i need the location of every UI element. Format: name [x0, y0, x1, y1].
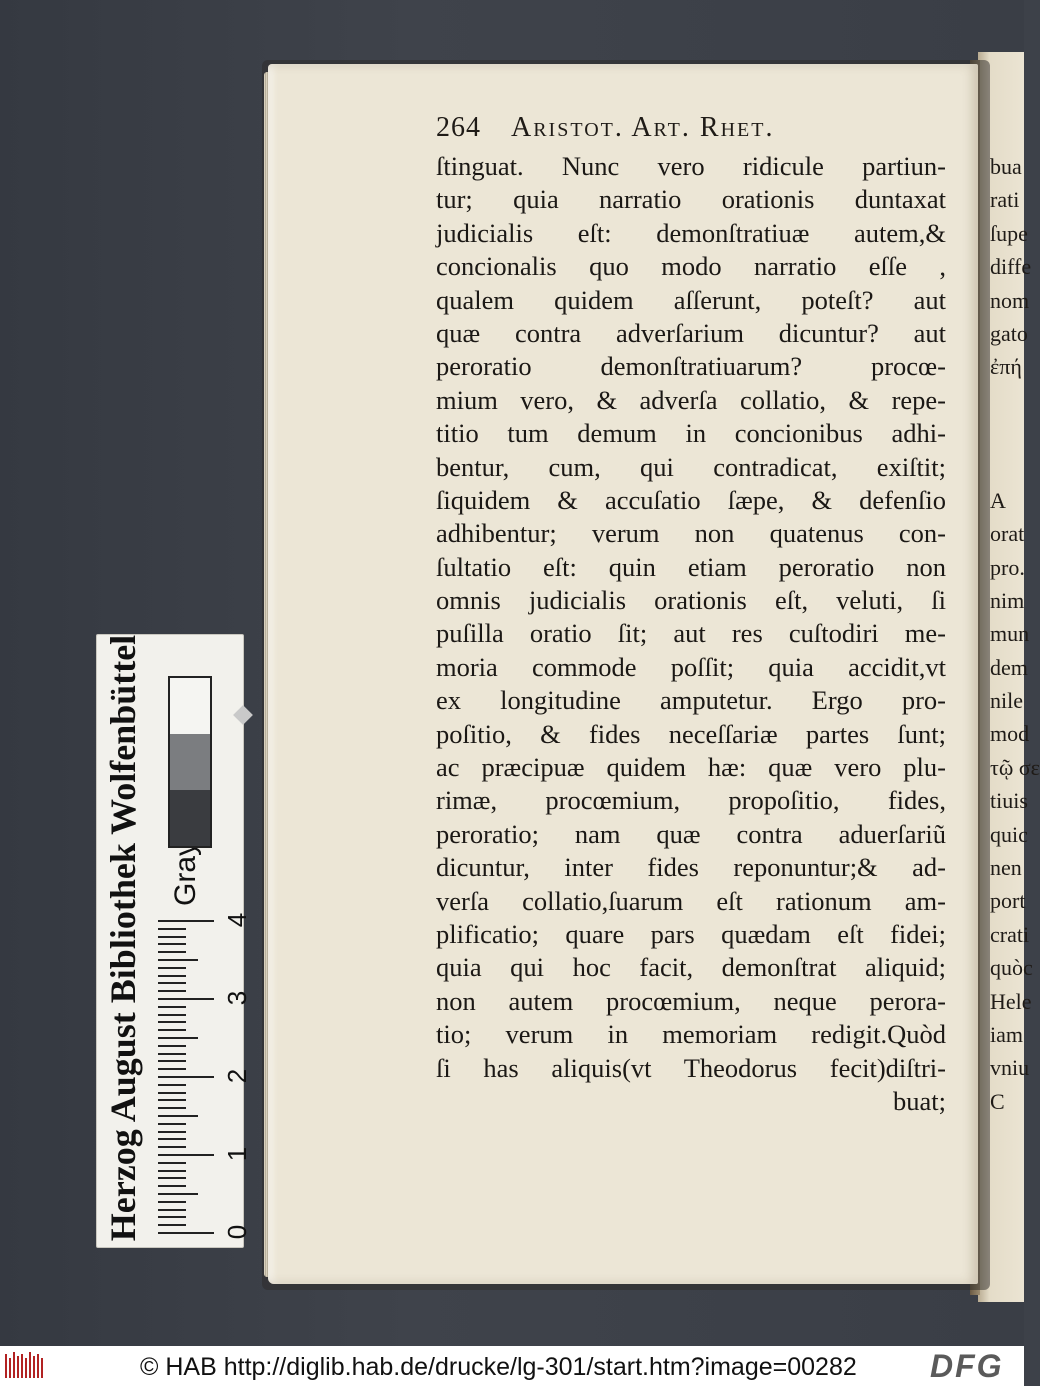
ruler-tick — [158, 1162, 186, 1164]
gray-swatch — [170, 678, 210, 734]
facing-line: mod — [990, 721, 1030, 747]
ruler-tick — [158, 967, 186, 969]
text-line: plificatio; quare pars quædam eſt fidei; — [436, 918, 946, 949]
text-line: ſiquidem & accuſatio ſæpe, & defenſio — [436, 484, 946, 515]
text-line: ac præcipuæ quidem hæ: quæ vero plu- — [436, 752, 946, 783]
ruler-tick — [158, 1076, 214, 1078]
ruler-tick — [158, 1185, 186, 1187]
ruler-number: 3 — [222, 990, 252, 1006]
facing-line: diffe — [990, 254, 1032, 280]
ruler-tick — [158, 943, 186, 945]
ruler-tick — [158, 1138, 186, 1140]
dfg-logo: DFG — [930, 1348, 1004, 1384]
text-line: adhibentur; verum non quatenus con- — [436, 518, 946, 549]
text-line: dicuntur, inter fides reponuntur;& ad- — [436, 852, 946, 883]
text-line: quæ contra adverſarium dicuntur? aut — [436, 317, 946, 348]
text-line: qualem quidem aſſerunt, poteſt? aut — [436, 284, 946, 315]
facing-line: dem — [990, 654, 1028, 680]
facing-line: bua — [990, 154, 1022, 179]
page-number: 264 — [436, 112, 481, 143]
ruler-tick — [158, 1060, 186, 1062]
page-body-text — [436, 150, 946, 1118]
ruler-tick — [158, 936, 186, 938]
text-line: non autem procœmium, neque perora- — [436, 985, 946, 1016]
text-line: titio tum demum in concionibus adhi- — [436, 418, 946, 449]
text-line: quia qui hoc facit, demonſtrat aliquid; — [436, 952, 946, 983]
text-line: poſitio, & fides neceſſariæ partes ſunt; — [436, 718, 946, 749]
facing-line: port — [990, 888, 1026, 914]
ruler-tick — [158, 1123, 186, 1125]
facing-line: A — [990, 487, 1006, 513]
ruler-tick — [158, 920, 214, 922]
facing-line: orat — [990, 521, 1025, 547]
ruler-tick — [158, 1037, 198, 1039]
facing-line: vniu — [990, 1055, 1030, 1081]
ruler-tick — [158, 1131, 186, 1133]
ruler-tick — [158, 1216, 186, 1218]
facing-gap — [990, 384, 1026, 484]
ruler-tick — [158, 1014, 186, 1016]
ruler-tick — [158, 1201, 186, 1203]
library-logo-icon — [4, 1350, 46, 1382]
gray-swatch — [170, 734, 210, 790]
text-line: tur; quia narratio orationis duntaxat — [436, 184, 946, 215]
running-head: Aristot. Art. Rhet. — [511, 112, 775, 143]
catchword: buat; — [893, 1085, 946, 1116]
text-line: omnis judicialis orationis eſt, veluti, ſi — [436, 585, 946, 616]
ruler-tick — [158, 1053, 186, 1055]
text-line: rimæ, procœmium, propoſitio, fides, — [436, 785, 946, 816]
ruler-tick — [158, 1177, 186, 1179]
ruler-ticks — [158, 920, 218, 1240]
ruler-tick — [158, 1099, 186, 1101]
text-line: bentur, cum, qui contradicat, exiſtit; — [436, 451, 946, 482]
facing-line: nile — [990, 688, 1023, 714]
gray-swatches — [168, 676, 212, 848]
facing-line: quic — [990, 821, 1028, 847]
text-line: verſa collatio,ſuarum eſt rationum am- — [436, 885, 946, 916]
ruler-tick — [158, 1232, 214, 1234]
ruler-number: 2 — [222, 1068, 252, 1084]
ruler-tick — [158, 1092, 186, 1094]
ruler-tick — [158, 990, 186, 992]
ruler-tick — [158, 951, 186, 953]
facing-line: ἐπή — [990, 354, 1022, 380]
facing-line: nen — [990, 855, 1022, 881]
ruler-tick — [158, 1115, 198, 1117]
facing-line: iam — [990, 1021, 1023, 1047]
facing-line: mun — [990, 621, 1030, 647]
text-line: ex longitudine amputetur. Ergo pro- — [436, 685, 946, 716]
text-line: peroratio; nam quæ contra aduerſariũ — [436, 818, 946, 849]
facing-line: tiuis — [990, 788, 1028, 814]
ruler-tick — [158, 1084, 186, 1086]
text-line: moria commode poſſit; quia accidit,vt — [436, 651, 946, 682]
page-header — [436, 112, 946, 148]
text-line: mium vero, & adverſa collatio, & repe- — [436, 384, 946, 415]
ruler-tick — [158, 1045, 186, 1047]
ruler-tick — [158, 1224, 186, 1226]
text-line: ſultatio eſt: quin etiam peroratio non — [436, 551, 946, 582]
ruler-tick — [158, 982, 186, 984]
text-line: concionalis quo modo narratio eſſe , — [436, 251, 946, 282]
facing-line: Hele — [990, 988, 1032, 1014]
facing-line: τῷ σε — [990, 754, 1040, 780]
text-line: tio; verum in memoriam redigit.Quòd — [436, 1019, 946, 1050]
facing-line: nom — [990, 287, 1030, 313]
ruler-tick — [158, 998, 214, 1000]
facing-line: pro. — [990, 554, 1025, 580]
ruler-number: 0 — [222, 1224, 252, 1240]
ruler-tick — [158, 1029, 186, 1031]
ruler-tick — [158, 1170, 186, 1172]
text-line: judicialis eſt: demonſtratiuæ autem,& — [436, 217, 946, 248]
footer-credit-link[interactable]: © HAB http://diglib.hab.de/drucke/lg-301/start.htm?image=00282 — [140, 1353, 857, 1381]
facing-line: rati — [990, 187, 1020, 213]
facing-line: ſupe — [990, 220, 1028, 246]
gray-swatch — [170, 790, 210, 846]
ruler-number: 4 — [222, 912, 252, 928]
ruler-number: 1 — [222, 1146, 252, 1162]
ruler-tick — [158, 1209, 186, 1211]
facing-line: quòc — [990, 955, 1033, 981]
facing-line: gato — [990, 320, 1028, 346]
facing-line: C — [990, 1088, 1005, 1114]
facing-line: nim — [990, 587, 1025, 613]
ruler-tick — [158, 1193, 198, 1195]
ruler-tick — [158, 959, 198, 961]
text-line: ſi has aliquis(vt Theodorus fecit)diſtri- — [436, 1052, 946, 1083]
ruler-tick — [158, 975, 186, 977]
facing-page-text — [990, 150, 1040, 1118]
ruler-tick — [158, 1006, 186, 1008]
ruler-tick — [158, 1107, 186, 1109]
ruler-tick — [158, 1146, 186, 1148]
ruler-tick — [158, 928, 186, 930]
facing-line: crati — [990, 921, 1030, 947]
text-line: peroratio demonſtratiuarum? procœ- — [436, 351, 946, 382]
ruler-title: Herzog August Bibliothek Wolfenbüttel — [103, 634, 143, 1242]
text-line: ſtinguat. Nunc vero ridicule partiun- — [436, 151, 946, 181]
ruler-tick — [158, 1021, 186, 1023]
ruler-tick — [158, 1154, 214, 1156]
text-line: puſilla oratio ſit; aut res cuſtodiri me- — [436, 618, 946, 649]
ruler-tick — [158, 1068, 186, 1070]
